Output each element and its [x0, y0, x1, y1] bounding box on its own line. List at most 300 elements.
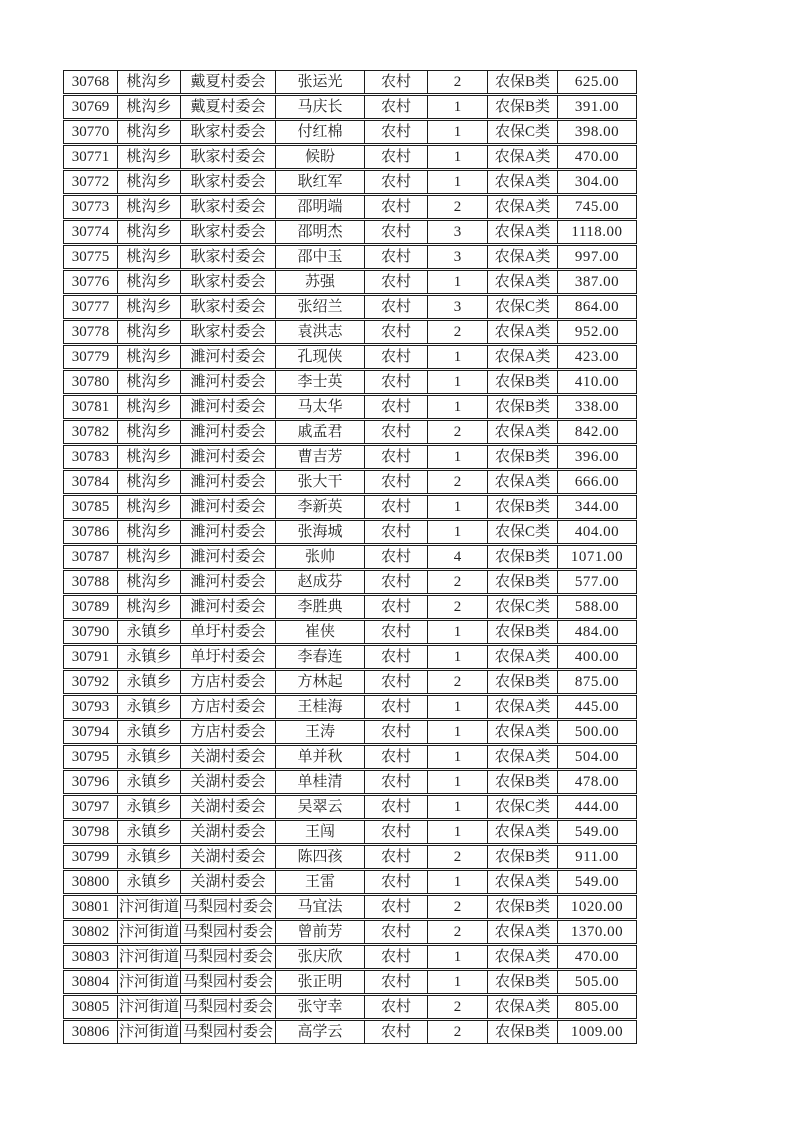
serial-number-cell: 30775 — [64, 246, 118, 268]
village-committee-cell: 马梨园村委会 — [181, 1021, 276, 1043]
person-name-cell: 吴翠云 — [276, 796, 365, 818]
table-row — [63, 95, 637, 119]
serial-number-cell: 30781 — [64, 396, 118, 418]
residence-type-cell: 农村 — [365, 196, 428, 218]
member-count-cell: 1 — [428, 771, 488, 793]
serial-number-cell: 30798 — [64, 821, 118, 843]
village-committee-cell: 濉河村委会 — [181, 571, 276, 593]
residence-type-cell: 农村 — [365, 171, 428, 193]
person-name-cell: 孔现侠 — [276, 346, 365, 368]
village-committee-cell: 关湖村委会 — [181, 821, 276, 843]
member-count-cell: 1 — [428, 346, 488, 368]
amount-cell: 805.00 — [574, 998, 620, 1015]
village-committee-cell: 方店村委会 — [181, 721, 276, 743]
township-cell: 桃沟乡 — [118, 496, 181, 518]
insurance-category-cell: 农保C类 — [488, 121, 558, 143]
village-committee-cell: 单圩村委会 — [181, 621, 276, 643]
residence-type-cell: 农村 — [365, 371, 428, 393]
village-committee-cell: 濉河村委会 — [181, 371, 276, 393]
township-cell: 桃沟乡 — [118, 296, 181, 318]
residence-type-cell: 农村 — [365, 321, 428, 343]
serial-number-cell: 30795 — [64, 746, 118, 768]
serial-number-cell: 30802 — [64, 921, 118, 943]
member-count-cell: 2 — [428, 1021, 488, 1043]
table-row — [63, 420, 637, 444]
insurance-category-cell: 农保B类 — [488, 446, 558, 468]
township-cell: 桃沟乡 — [118, 471, 181, 493]
residence-type-cell: 农村 — [365, 446, 428, 468]
residence-type-cell: 农村 — [365, 96, 428, 118]
insurance-category-cell: 农保B类 — [488, 571, 558, 593]
member-count-cell: 1 — [428, 946, 488, 968]
member-count-cell: 2 — [428, 196, 488, 218]
member-count-cell: 1 — [428, 396, 488, 418]
table-row — [63, 795, 637, 819]
person-name-cell: 苏强 — [276, 271, 365, 293]
member-count-cell: 2 — [428, 571, 488, 593]
table-row — [63, 670, 637, 694]
insurance-category-cell: 农保A类 — [488, 646, 558, 668]
person-name-cell: 单并秋 — [276, 746, 365, 768]
amount-cell: 478.00 — [574, 773, 620, 790]
amount-cell: 504.00 — [574, 748, 620, 765]
table-row — [63, 995, 637, 1019]
amount-cell: 410.00 — [574, 373, 620, 390]
residence-type-cell: 农村 — [365, 671, 428, 693]
insurance-category-cell: 农保A类 — [488, 921, 558, 943]
person-name-cell: 崔侠 — [276, 621, 365, 643]
serial-number-cell: 30789 — [64, 596, 118, 618]
serial-number-cell: 30791 — [64, 646, 118, 668]
table-row — [63, 245, 637, 269]
amount-cell: 470.00 — [574, 148, 620, 165]
residence-type-cell: 农村 — [365, 571, 428, 593]
amount-cell: 304.00 — [574, 173, 620, 190]
person-name-cell: 单桂清 — [276, 771, 365, 793]
table-row — [63, 745, 637, 769]
residence-type-cell: 农村 — [365, 746, 428, 768]
person-name-cell: 李春连 — [276, 646, 365, 668]
table-row — [63, 945, 637, 969]
member-count-cell: 2 — [428, 896, 488, 918]
residence-type-cell: 农村 — [365, 621, 428, 643]
member-count-cell: 1 — [428, 121, 488, 143]
village-committee-cell: 耿家村委会 — [181, 321, 276, 343]
serial-number-cell: 30804 — [64, 971, 118, 993]
table-row — [63, 345, 637, 369]
member-count-cell: 2 — [428, 921, 488, 943]
village-committee-cell: 耿家村委会 — [181, 221, 276, 243]
table-row — [63, 870, 637, 894]
table-row — [63, 720, 637, 744]
person-name-cell: 方林起 — [276, 671, 365, 693]
member-count-cell: 1 — [428, 271, 488, 293]
village-committee-cell: 耿家村委会 — [181, 171, 276, 193]
table-row — [63, 170, 637, 194]
insurance-category-cell: 农保A类 — [488, 271, 558, 293]
person-name-cell: 邵明杰 — [276, 221, 365, 243]
township-cell: 汴河街道 — [118, 946, 181, 968]
person-name-cell: 张帅 — [276, 546, 365, 568]
village-committee-cell: 关湖村委会 — [181, 871, 276, 893]
person-name-cell: 张绍兰 — [276, 296, 365, 318]
amount-cell: 1370.00 — [570, 923, 624, 940]
residence-type-cell: 农村 — [365, 971, 428, 993]
village-committee-cell: 濉河村委会 — [181, 396, 276, 418]
person-name-cell: 耿红军 — [276, 171, 365, 193]
serial-number-cell: 30796 — [64, 771, 118, 793]
township-cell: 永镇乡 — [118, 721, 181, 743]
insurance-category-cell: 农保B类 — [488, 971, 558, 993]
person-name-cell: 曹吉芳 — [276, 446, 365, 468]
township-cell: 桃沟乡 — [118, 371, 181, 393]
serial-number-cell: 30790 — [64, 621, 118, 643]
member-count-cell: 1 — [428, 96, 488, 118]
table-row — [63, 445, 637, 469]
village-committee-cell: 濉河村委会 — [181, 471, 276, 493]
serial-number-cell: 30783 — [64, 446, 118, 468]
village-committee-cell: 濉河村委会 — [181, 421, 276, 443]
amount-cell: 588.00 — [574, 598, 620, 615]
serial-number-cell: 30797 — [64, 796, 118, 818]
member-count-cell: 2 — [428, 71, 488, 93]
residence-type-cell: 农村 — [365, 796, 428, 818]
table-row — [63, 470, 637, 494]
person-name-cell: 邵明端 — [276, 196, 365, 218]
records-table — [63, 70, 637, 1045]
serial-number-cell: 30782 — [64, 421, 118, 443]
township-cell: 桃沟乡 — [118, 221, 181, 243]
township-cell: 汴河街道 — [118, 1021, 181, 1043]
member-count-cell: 1 — [428, 696, 488, 718]
township-cell: 永镇乡 — [118, 696, 181, 718]
amount-cell: 1020.00 — [570, 898, 624, 915]
insurance-category-cell: 农保A类 — [488, 721, 558, 743]
table-row — [63, 920, 637, 944]
insurance-category-cell: 农保B类 — [488, 371, 558, 393]
table-row — [63, 70, 637, 94]
insurance-category-cell: 农保A类 — [488, 821, 558, 843]
amount-cell: 505.00 — [574, 973, 620, 990]
insurance-category-cell: 农保A类 — [488, 871, 558, 893]
member-count-cell: 1 — [428, 871, 488, 893]
serial-number-cell: 30774 — [64, 221, 118, 243]
insurance-category-cell: 农保A类 — [488, 321, 558, 343]
table-row — [63, 195, 637, 219]
residence-type-cell: 农村 — [365, 996, 428, 1018]
amount-cell: 444.00 — [574, 798, 620, 815]
person-name-cell: 曾前芳 — [276, 921, 365, 943]
table-row — [63, 295, 637, 319]
serial-number-cell: 30772 — [64, 171, 118, 193]
person-name-cell: 马太华 — [276, 396, 365, 418]
member-count-cell: 2 — [428, 671, 488, 693]
person-name-cell: 李胜典 — [276, 596, 365, 618]
residence-type-cell: 农村 — [365, 821, 428, 843]
village-committee-cell: 濉河村委会 — [181, 546, 276, 568]
residence-type-cell: 农村 — [365, 421, 428, 443]
table-row — [63, 320, 637, 344]
serial-number-cell: 30784 — [64, 471, 118, 493]
insurance-category-cell: 农保B类 — [488, 771, 558, 793]
amount-cell: 500.00 — [574, 723, 620, 740]
serial-number-cell: 30792 — [64, 671, 118, 693]
insurance-category-cell: 农保C类 — [488, 296, 558, 318]
residence-type-cell: 农村 — [365, 271, 428, 293]
township-cell: 永镇乡 — [118, 871, 181, 893]
person-name-cell: 王雷 — [276, 871, 365, 893]
township-cell: 桃沟乡 — [118, 271, 181, 293]
member-count-cell: 1 — [428, 721, 488, 743]
township-cell: 桃沟乡 — [118, 96, 181, 118]
amount-cell: 423.00 — [574, 348, 620, 365]
table-row — [63, 120, 637, 144]
insurance-category-cell: 农保A类 — [488, 246, 558, 268]
village-committee-cell: 关湖村委会 — [181, 796, 276, 818]
village-committee-cell: 耿家村委会 — [181, 246, 276, 268]
residence-type-cell: 农村 — [365, 871, 428, 893]
insurance-category-cell: 农保B类 — [488, 896, 558, 918]
residence-type-cell: 农村 — [365, 521, 428, 543]
insurance-category-cell: 农保C类 — [488, 521, 558, 543]
village-committee-cell: 耿家村委会 — [181, 196, 276, 218]
residence-type-cell: 农村 — [365, 471, 428, 493]
member-count-cell: 1 — [428, 371, 488, 393]
person-name-cell: 袁洪志 — [276, 321, 365, 343]
person-name-cell: 李新英 — [276, 496, 365, 518]
township-cell: 桃沟乡 — [118, 396, 181, 418]
member-count-cell: 2 — [428, 321, 488, 343]
member-count-cell: 1 — [428, 821, 488, 843]
member-count-cell: 2 — [428, 596, 488, 618]
township-cell: 汴河街道 — [118, 996, 181, 1018]
residence-type-cell: 农村 — [365, 546, 428, 568]
insurance-category-cell: 农保B类 — [488, 621, 558, 643]
township-cell: 永镇乡 — [118, 821, 181, 843]
insurance-category-cell: 农保A类 — [488, 996, 558, 1018]
member-count-cell: 1 — [428, 146, 488, 168]
insurance-category-cell: 农保A类 — [488, 746, 558, 768]
township-cell: 桃沟乡 — [118, 121, 181, 143]
township-cell: 桃沟乡 — [118, 246, 181, 268]
serial-number-cell: 30805 — [64, 996, 118, 1018]
table-row — [63, 695, 637, 719]
serial-number-cell: 30803 — [64, 946, 118, 968]
amount-cell: 484.00 — [574, 623, 620, 640]
serial-number-cell: 30769 — [64, 96, 118, 118]
insurance-category-cell: 农保B类 — [488, 546, 558, 568]
table-row — [63, 895, 637, 919]
insurance-category-cell: 农保B类 — [488, 396, 558, 418]
amount-cell: 952.00 — [574, 323, 620, 340]
insurance-category-cell: 农保B类 — [488, 671, 558, 693]
member-count-cell: 1 — [428, 621, 488, 643]
person-name-cell: 赵成芬 — [276, 571, 365, 593]
table-row — [63, 820, 637, 844]
insurance-category-cell: 农保A类 — [488, 946, 558, 968]
residence-type-cell: 农村 — [365, 921, 428, 943]
member-count-cell: 1 — [428, 496, 488, 518]
table-row — [63, 770, 637, 794]
insurance-category-cell: 农保B类 — [488, 1021, 558, 1043]
residence-type-cell: 农村 — [365, 721, 428, 743]
member-count-cell: 1 — [428, 171, 488, 193]
township-cell: 永镇乡 — [118, 671, 181, 693]
township-cell: 桃沟乡 — [118, 321, 181, 343]
amount-cell: 549.00 — [574, 873, 620, 890]
village-committee-cell: 濉河村委会 — [181, 596, 276, 618]
village-committee-cell: 马梨园村委会 — [181, 921, 276, 943]
village-committee-cell: 马梨园村委会 — [181, 971, 276, 993]
village-committee-cell: 耿家村委会 — [181, 296, 276, 318]
amount-cell: 445.00 — [574, 698, 620, 715]
village-committee-cell: 耿家村委会 — [181, 146, 276, 168]
village-committee-cell: 戴夏村委会 — [181, 71, 276, 93]
residence-type-cell: 农村 — [365, 1021, 428, 1043]
village-committee-cell: 方店村委会 — [181, 696, 276, 718]
table-row — [63, 145, 637, 169]
residence-type-cell: 农村 — [365, 146, 428, 168]
person-name-cell: 张庆欣 — [276, 946, 365, 968]
township-cell: 桃沟乡 — [118, 521, 181, 543]
residence-type-cell: 农村 — [365, 596, 428, 618]
residence-type-cell: 农村 — [365, 71, 428, 93]
township-cell: 永镇乡 — [118, 646, 181, 668]
serial-number-cell: 30793 — [64, 696, 118, 718]
table-row — [63, 395, 637, 419]
village-committee-cell: 耿家村委会 — [181, 271, 276, 293]
amount-cell: 842.00 — [574, 423, 620, 440]
residence-type-cell: 农村 — [365, 846, 428, 868]
amount-cell: 400.00 — [574, 648, 620, 665]
serial-number-cell: 30801 — [64, 896, 118, 918]
serial-number-cell: 30768 — [64, 71, 118, 93]
residence-type-cell: 农村 — [365, 946, 428, 968]
person-name-cell: 张正明 — [276, 971, 365, 993]
insurance-category-cell: 农保B类 — [488, 96, 558, 118]
table-row — [63, 970, 637, 994]
serial-number-cell: 30794 — [64, 721, 118, 743]
serial-number-cell: 30800 — [64, 871, 118, 893]
amount-cell: 396.00 — [574, 448, 620, 465]
amount-cell: 1009.00 — [570, 1023, 624, 1040]
township-cell: 永镇乡 — [118, 796, 181, 818]
township-cell: 桃沟乡 — [118, 421, 181, 443]
serial-number-cell: 30773 — [64, 196, 118, 218]
amount-cell: 470.00 — [574, 948, 620, 965]
serial-number-cell: 30787 — [64, 546, 118, 568]
member-count-cell: 1 — [428, 746, 488, 768]
member-count-cell: 3 — [428, 221, 488, 243]
residence-type-cell: 农村 — [365, 771, 428, 793]
amount-cell: 577.00 — [574, 573, 620, 590]
table-row — [63, 845, 637, 869]
residence-type-cell: 农村 — [365, 121, 428, 143]
insurance-category-cell: 农保A类 — [488, 421, 558, 443]
township-cell: 汴河街道 — [118, 896, 181, 918]
member-count-cell: 2 — [428, 471, 488, 493]
person-name-cell: 马庆长 — [276, 96, 365, 118]
township-cell: 桃沟乡 — [118, 171, 181, 193]
insurance-category-cell: 农保A类 — [488, 696, 558, 718]
village-committee-cell: 马梨园村委会 — [181, 896, 276, 918]
amount-cell: 997.00 — [574, 248, 620, 265]
township-cell: 永镇乡 — [118, 846, 181, 868]
amount-cell: 1071.00 — [570, 548, 624, 565]
member-count-cell: 2 — [428, 996, 488, 1018]
township-cell: 桃沟乡 — [118, 446, 181, 468]
residence-type-cell: 农村 — [365, 221, 428, 243]
person-name-cell: 张运光 — [276, 71, 365, 93]
serial-number-cell: 30785 — [64, 496, 118, 518]
residence-type-cell: 农村 — [365, 696, 428, 718]
person-name-cell: 张海城 — [276, 521, 365, 543]
table-row — [63, 1020, 637, 1044]
township-cell: 桃沟乡 — [118, 546, 181, 568]
amount-cell: 338.00 — [574, 398, 620, 415]
amount-cell: 387.00 — [574, 273, 620, 290]
village-committee-cell: 马梨园村委会 — [181, 996, 276, 1018]
table-row — [63, 520, 637, 544]
village-committee-cell: 濉河村委会 — [181, 346, 276, 368]
amount-cell: 344.00 — [574, 498, 620, 515]
person-name-cell: 李士英 — [276, 371, 365, 393]
table-row — [63, 595, 637, 619]
serial-number-cell: 30806 — [64, 1021, 118, 1043]
table-row — [63, 220, 637, 244]
person-name-cell: 王涛 — [276, 721, 365, 743]
residence-type-cell: 农村 — [365, 896, 428, 918]
table-row — [63, 645, 637, 669]
village-committee-cell: 戴夏村委会 — [181, 96, 276, 118]
insurance-category-cell: 农保B类 — [488, 71, 558, 93]
amount-cell: 911.00 — [575, 848, 619, 865]
township-cell: 永镇乡 — [118, 771, 181, 793]
person-name-cell: 张大干 — [276, 471, 365, 493]
insurance-category-cell: 农保A类 — [488, 146, 558, 168]
serial-number-cell: 30778 — [64, 321, 118, 343]
insurance-category-cell: 农保A类 — [488, 346, 558, 368]
village-committee-cell: 耿家村委会 — [181, 121, 276, 143]
amount-cell: 404.00 — [574, 523, 620, 540]
amount-cell: 666.00 — [574, 473, 620, 490]
table-row — [63, 270, 637, 294]
residence-type-cell: 农村 — [365, 296, 428, 318]
table-row — [63, 545, 637, 569]
insurance-category-cell: 农保B类 — [488, 846, 558, 868]
village-committee-cell: 濉河村委会 — [181, 446, 276, 468]
person-name-cell: 王闯 — [276, 821, 365, 843]
township-cell: 汴河街道 — [118, 971, 181, 993]
table-row — [63, 495, 637, 519]
table-row — [63, 370, 637, 394]
member-count-cell: 2 — [428, 846, 488, 868]
table-row — [63, 620, 637, 644]
insurance-category-cell: 农保A类 — [488, 471, 558, 493]
village-committee-cell: 关湖村委会 — [181, 771, 276, 793]
person-name-cell: 付红棉 — [276, 121, 365, 143]
residence-type-cell: 农村 — [365, 346, 428, 368]
serial-number-cell: 30779 — [64, 346, 118, 368]
insurance-category-cell: 农保A类 — [488, 221, 558, 243]
person-name-cell: 戚孟君 — [276, 421, 365, 443]
township-cell: 桃沟乡 — [118, 346, 181, 368]
amount-cell: 391.00 — [574, 98, 620, 115]
amount-cell: 745.00 — [574, 198, 620, 215]
residence-type-cell: 农村 — [365, 646, 428, 668]
residence-type-cell: 农村 — [365, 396, 428, 418]
member-count-cell: 1 — [428, 446, 488, 468]
